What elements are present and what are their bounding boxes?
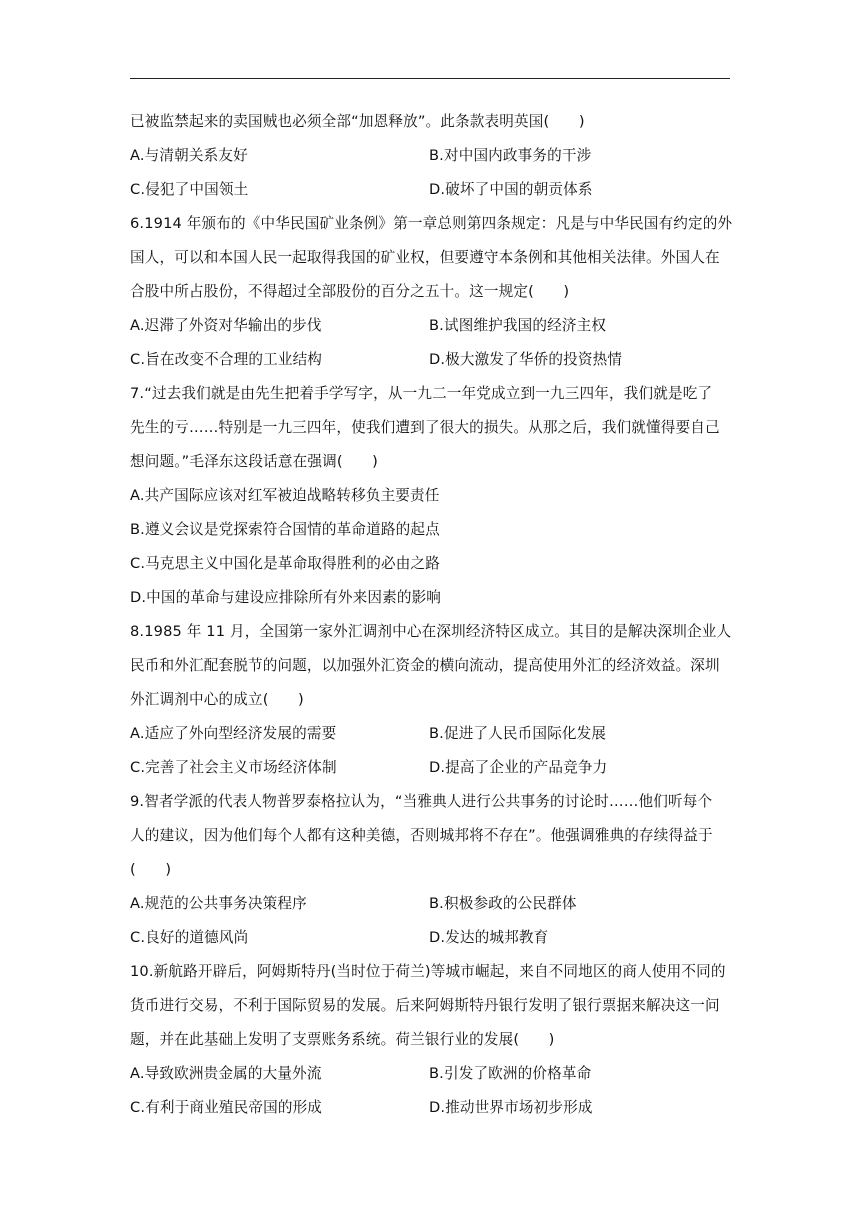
question-9-stem-line-1: 9.智者学派的代表人物普罗泰格拉认为，“当雅典人进行公共事务的讨论时……他们听每个: [130, 793, 713, 810]
question-6-stem-line-3: 合股中所占股份，不得超过全部股份的百分之五十。这一规定( ): [130, 283, 570, 300]
option-a: A.与清朝关系友好: [130, 147, 248, 164]
question-9-options-row-2: [130, 921, 730, 955]
question-7-stem-line-1: 7.“过去我们就是由先生把着手学写字，从一九二一年党成立到一九三四年，我们就是吃了: [130, 385, 713, 402]
option-b: B.试图维护我国的经济主权: [429, 317, 607, 334]
question-10-stem-line-1: 10.新航路开辟后，阿姆斯特丹(当时位于荷兰)等城市崛起，来自不同地区的商人使用不同的: [130, 963, 726, 980]
question-10-stem-line-2: 货币进行交易，不利于国际贸易的发展。后来阿姆斯特丹银行发明了银行票据来解决这一问: [130, 997, 720, 1014]
question-7-stem-line-2: 先生的亏……特别是一九三四年，使我们遭到了很大的损失。从那之后，我们就懂得要自己: [130, 419, 720, 436]
question-10-options-row-2: [130, 1091, 730, 1125]
option-d: D.发达的城邦教育: [429, 929, 549, 946]
option-d: D.中国的革命与建设应排除所有外来因素的影响: [130, 589, 442, 606]
question-10-options-row-1: [130, 1057, 730, 1091]
question-9-options-row-1: [130, 887, 730, 921]
option-b: B.引发了欧洲的价格革命: [429, 1065, 592, 1082]
question-8-stem-line-1: 8.1985 年 11 月，全国第一家外汇调剂中心在深圳经济特区成立。其目的是解决深圳企业人: [130, 623, 732, 640]
option-a: A.迟滞了外资对华输出的步伐: [130, 317, 322, 334]
option-b: B.遵义会议是党探索符合国情的革命道路的起点: [130, 521, 440, 538]
question-8-stem-line-2: 民币和外汇配套脱节的问题，以加强外汇资金的横向流动，提高使用外汇的经济效益。深圳: [130, 657, 720, 674]
question-6-options-row-2: [130, 343, 730, 377]
header-rule: [130, 78, 730, 79]
option-d: D.极大激发了华侨的投资热情: [429, 351, 623, 368]
exam-page: [130, 105, 733, 1125]
option-c: C.马克思主义中国化是革命取得胜利的必由之路: [130, 555, 441, 572]
question-9-stem-line-2: 人的建议，因为他们每个人都有这种美德，否则城邦将不存在”。他强调雅典的存续得益于: [130, 827, 713, 844]
option-a: A.适应了外向型经济发展的需要: [130, 725, 337, 742]
question-5-stem-tail: 已被监禁起来的卖国贼也必须全部“加恩释放”。此条款表明英国( ): [130, 113, 585, 130]
question-8-options-row-2: [130, 751, 730, 785]
option-b: B.促进了人民币国际化发展: [429, 725, 607, 742]
option-c: C.有利于商业殖民帝国的形成: [130, 1099, 323, 1116]
question-6-stem-line-2: 国人，可以和本国人民一起取得我国的矿业权，但要遵守本条例和其他相关法律。外国人在: [130, 249, 720, 266]
question-8-options-row-1: [130, 717, 730, 751]
option-a: A.共产国际应该对红军被迫战略转移负主要责任: [130, 487, 440, 504]
option-b: B.积极参政的公民群体: [429, 895, 577, 912]
question-9-stem-line-3: ( ): [130, 861, 172, 878]
question-6-stem-line-1: 6.1914 年颁布的《中华民国矿业条例》第一章总则第四条规定：凡是与中华民国有约定的外: [130, 215, 733, 232]
option-d: D.推动世界市场初步形成: [429, 1099, 593, 1116]
option-c: C.旨在改变不合理的工业结构: [130, 351, 323, 368]
option-c: C.侵犯了中国领土: [130, 181, 249, 198]
question-10-stem-line-3: 题，并在此基础上发明了支票账务系统。荷兰银行业的发展( ): [130, 1031, 555, 1048]
question-7-stem-line-3: 想问题。”毛泽东这段话意在强调( ): [130, 453, 378, 470]
option-a: A.规范的公共事务决策程序: [130, 895, 307, 912]
option-b: B.对中国内政事务的干涉: [429, 147, 592, 164]
option-c: C.完善了社会主义市场经济体制: [130, 759, 337, 776]
option-d: D.提高了企业的产品竞争力: [429, 759, 608, 776]
option-d: D.破坏了中国的朝贡体系: [429, 181, 593, 198]
question-5-options-row-1: [130, 139, 730, 173]
question-5-options-row-2: [130, 173, 730, 207]
question-8-stem-line-3: 外汇调剂中心的成立( ): [130, 691, 304, 708]
option-c: C.良好的道德风尚: [130, 929, 249, 946]
option-a: A.导致欧洲贵金属的大量外流: [130, 1065, 322, 1082]
question-6-options-row-1: [130, 309, 730, 343]
